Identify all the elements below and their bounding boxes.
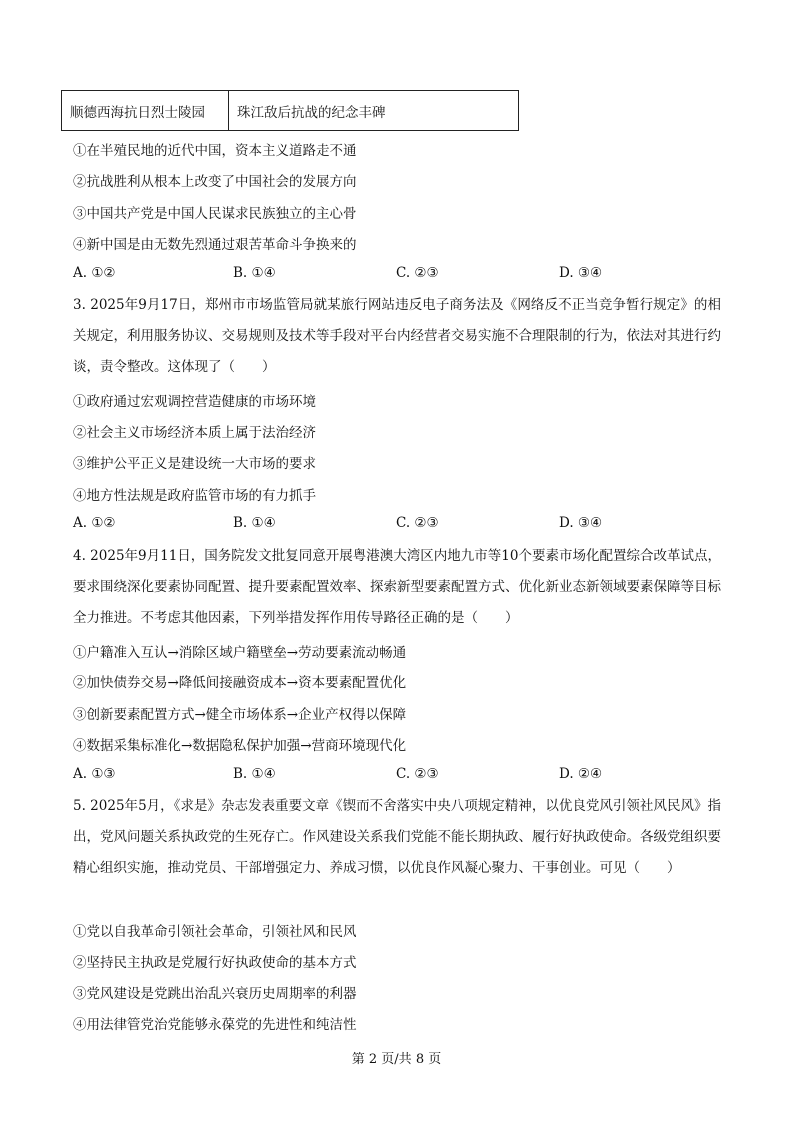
option-b[interactable]: B. ①④ [233, 515, 276, 531]
q5-statement-1: ①党以自我革命引领社会革命，引领社风和民风 [73, 924, 357, 940]
q2-statement-4: ④新中国是由无数先烈通过艰苦革命斗争换来的 [73, 237, 357, 253]
q3-statement-2: ②社会主义市场经济本质上属于法治经济 [73, 425, 316, 441]
q3-statement-3: ③维护公平正义是建设统一大市场的要求 [73, 456, 316, 472]
q3-stem: 3. 2025年9月17日，郑州市市场监管局就某旅行网站违反电子商务法及《网络反不正当竞争暂行规定》的相关规定，利用服务协议、交易规则及技术等手段对平台内经营者交易实施不合理限制的行为，依法对其进行约谈，责令整改。这体现了（ ） [73, 297, 721, 375]
option-a[interactable]: A. ①② [73, 265, 116, 281]
table-row [62, 91, 519, 131]
q3-statement-4: ④地方性法规是政府监管市场的有力抓手 [73, 488, 316, 504]
table-cell: 珠江敌后抗战的纪念丰碑 [229, 91, 519, 131]
option-c[interactable]: C. ②③ [396, 265, 439, 281]
option-d[interactable]: D. ③④ [559, 265, 603, 281]
memorial-table [61, 90, 519, 131]
q5-statement-2: ②坚持民主执政是党履行好执政使命的基本方式 [73, 955, 357, 971]
q5-statement-4: ④用法律管党治党能够永葆党的先进性和纯洁性 [73, 1017, 357, 1033]
table-cell: 顺德西海抗日烈士陵园 [62, 91, 229, 131]
q4-statement-4: ④数据采集标准化→数据隐私保护加强→营商环境现代化 [73, 738, 407, 754]
option-c[interactable]: C. ②③ [396, 766, 439, 782]
q4-statement-2: ②加快债券交易→降低间接融资成本→资本要素配置优化 [73, 675, 407, 691]
option-d[interactable]: D. ②④ [559, 766, 603, 782]
option-a[interactable]: A. ①③ [73, 766, 116, 782]
option-c[interactable]: C. ②③ [396, 515, 439, 531]
q2-statement-3: ③中国共产党是中国人民谋求民族独立的主心骨 [73, 206, 357, 222]
q2-statement-1: ①在半殖民地的近代中国，资本主义道路走不通 [73, 143, 357, 159]
q4-statement-1: ①户籍准入互认→消除区域户籍壁垒→劳动要素流动畅通 [73, 645, 407, 661]
q5-stem: 5. 2025年5月，《求是》杂志发表重要文章《锲而不舍落实中央八项规定精神，以优良党风引领社风民风》指出，党风问题关系执政党的生死存亡。作风建设关系我们党能不能长期执政、履行好执政使命。各级党组织要精心组织实施，推动党员、干部增强定力、养成习惯，以优良作风凝心聚力、干事创业。可见（ ） [73, 798, 721, 876]
q4-stem: 4. 2025年9月11日，国务院发文批复同意开展粤港澳大湾区内地九市等10个要素市场化配置综合改革试点，要求围绕深化要素协同配置、提升要素配置效率、探索新型要素配置方式、优化新业态新领域要素保障等目标全力推进。不考虑其他因素，下列举措发挥作用传导路径正确的是（ ） [73, 548, 721, 626]
option-b[interactable]: B. ①④ [233, 265, 276, 281]
q3-statement-1: ①政府通过宏观调控营造健康的市场环境 [73, 394, 316, 410]
page-number: 第 2 页/共 8 页 [351, 1052, 442, 1067]
option-a[interactable]: A. ①② [73, 515, 116, 531]
q2-statement-2: ②抗战胜利从根本上改变了中国社会的发展方向 [73, 174, 357, 190]
q4-options [73, 766, 713, 786]
q5-statement-3: ③党风建设是党跳出治乱兴衰历史周期率的利器 [73, 986, 357, 1002]
option-d[interactable]: D. ③④ [559, 515, 603, 531]
option-b[interactable]: B. ①④ [233, 766, 276, 782]
q3-options [73, 515, 713, 535]
q2-options [73, 265, 713, 285]
q4-statement-3: ③创新要素配置方式→健全市场体系→企业产权得以保障 [73, 707, 407, 723]
